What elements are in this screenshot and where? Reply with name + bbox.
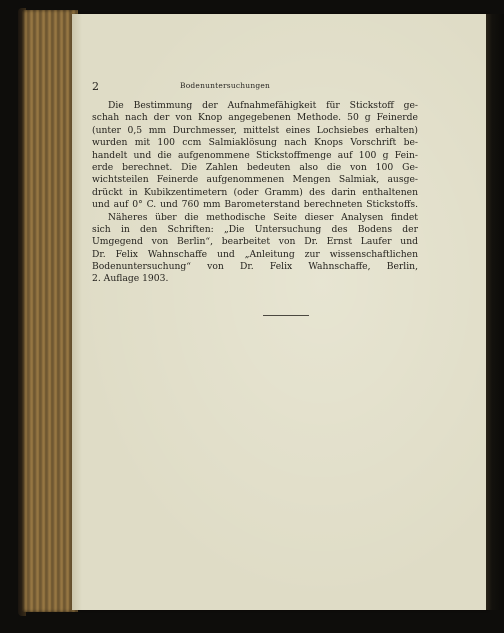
- text-line: (unter 0,5 mm Durchmesser, mittelst eines Lochsiebes erhalten): [92, 124, 418, 136]
- text-line: Umgegend von Berlin“, bearbeitet von Dr. Ernst Laufer und: [92, 236, 418, 248]
- paragraph-references: [92, 212, 418, 286]
- text-line: 2. Auflage 1903.: [92, 273, 169, 285]
- text-line: erde berechnet. Die Zahlen bedeuten also die von 100 Ge-: [92, 161, 418, 173]
- text-line: schah nach der von Knop angegebenen Methode. 50 g Feinerde: [92, 112, 418, 124]
- book-right-edge: [486, 14, 504, 610]
- running-head: [92, 80, 422, 94]
- page-number: 2: [92, 80, 99, 93]
- text-line: Näheres über die methodische Seite dieser Analysen findet: [108, 211, 418, 223]
- text-line: Bodenuntersuchung“ von Dr. Felix Wahnschaffe, Berlin,: [92, 261, 418, 273]
- section-divider-rule: [263, 315, 309, 316]
- paragraph-nitrogen-method: [92, 100, 418, 212]
- text-line: und auf 0° C. und 760 mm Barometerstand berechneten Stickstoffs.: [92, 199, 418, 211]
- text-line: drückt in Kubikzentimetern (oder Gramm) des darin enthaltenen: [92, 186, 418, 198]
- text-line: Die Bestimmung der Aufnahmefähigkeit für Stickstoff ge-: [108, 100, 418, 111]
- text-line: handelt und die aufgenommene Stickstoffmenge auf 100 g Fein-: [92, 149, 418, 161]
- body-text: [92, 100, 418, 286]
- text-line: wurden mit 100 ccm Salmiaklösung nach Knops Vorschrift be-: [92, 137, 418, 149]
- text-line: Dr. Felix Wahnschaffe und „Anleitung zur wissenschaftlichen: [92, 248, 418, 260]
- book-page-edges: [22, 10, 78, 612]
- text-line: wichtsteilen Feinerde aufgenommenen Mengen Salmiak, ausge-: [92, 174, 418, 186]
- text-line: sich in den Schriften: „Die Untersuchung des Bodens der: [92, 223, 418, 235]
- running-head-title: Bodenuntersuchungen: [180, 81, 271, 90]
